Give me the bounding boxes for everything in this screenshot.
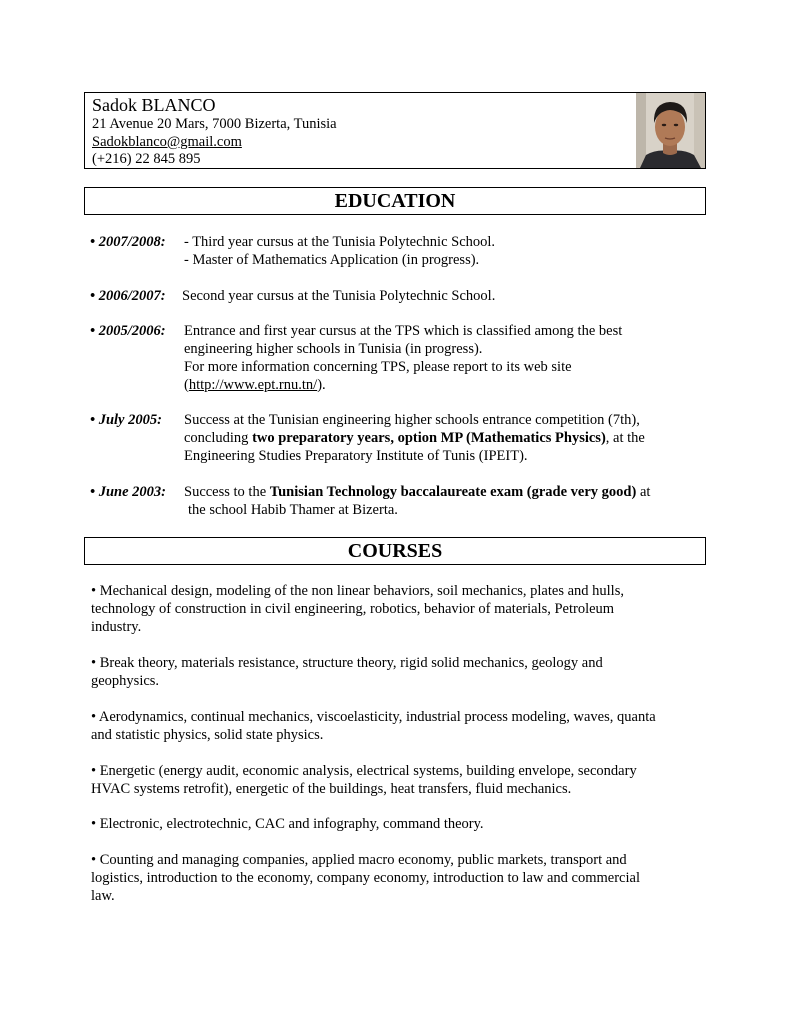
bold-fragment: Tunisian Technology baccalaureate exam (grade very good) bbox=[269, 484, 637, 500]
contact-header bbox=[84, 92, 706, 169]
text-fragment: , at the bbox=[605, 430, 645, 446]
address: 21 Avenue 20 Mars, 7000 Bizerta, Tunisia bbox=[92, 116, 337, 132]
text-fragment: at bbox=[636, 484, 651, 500]
education-text: Engineering Studies Preparatory Institute of Tunis (IPEIT). bbox=[184, 448, 528, 464]
education-text: - Third year cursus at the Tunisia Polytechnic School. bbox=[184, 234, 496, 250]
education-text bbox=[184, 429, 645, 447]
courses-heading: COURSES bbox=[84, 537, 706, 565]
course-item bbox=[91, 654, 703, 690]
education-text: - Master of Mathematics Application (in progress). bbox=[184, 252, 480, 268]
education-text bbox=[184, 483, 650, 501]
text-fragment: Success to the bbox=[184, 484, 270, 500]
course-text: • Energetic (energy audit, economic analysis, electrical systems, building envelope, secondary bbox=[91, 763, 637, 779]
paren-open: ( bbox=[184, 377, 189, 393]
course-text: industry. bbox=[91, 619, 142, 635]
phone: (+216) 22 845 895 bbox=[92, 151, 201, 167]
course-item bbox=[91, 708, 703, 744]
course-text: technology of construction in civil engineering, robotics, behavior of materials, Petroleum bbox=[91, 601, 615, 617]
course-text: logistics, introduction to the economy, company economy, introduction to law and commercial bbox=[91, 870, 640, 886]
course-text: • Break theory, materials resistance, structure theory, rigid solid mechanics, geology and bbox=[91, 655, 603, 671]
contact-info bbox=[92, 95, 337, 169]
course-text: • Electronic, electrotechnic, CAC and infography, command theory. bbox=[91, 816, 484, 832]
profile-photo bbox=[636, 93, 705, 168]
course-item bbox=[91, 582, 703, 636]
education-text bbox=[184, 376, 326, 394]
course-item bbox=[91, 815, 703, 833]
course-text: law. bbox=[91, 888, 115, 904]
course-text: geophysics. bbox=[91, 673, 160, 689]
education-date: • 2006/2007: bbox=[90, 288, 166, 304]
course-text: HVAC systems retrofit), energetic of the buildings, heat transfers, fluid mechanics. bbox=[91, 781, 572, 797]
education-date: • June 2003: bbox=[90, 484, 166, 500]
education-date: • 2005/2006: bbox=[90, 323, 166, 339]
course-text: and statistic physics, solid state physics. bbox=[91, 727, 324, 743]
education-text: Success at the Tunisian engineering higher schools entrance competition (7th), bbox=[184, 412, 640, 428]
course-text: • Counting and managing companies, applied macro economy, public markets, transport and bbox=[91, 852, 627, 868]
paren-close: ). bbox=[317, 377, 326, 393]
website-link[interactable]: http://www.ept.rnu.tn/ bbox=[188, 377, 318, 393]
education-heading: EDUCATION bbox=[84, 187, 706, 215]
bold-fragment: two preparatory years, option MP (Mathematics Physics) bbox=[252, 430, 606, 446]
course-item bbox=[91, 851, 703, 905]
education-text: Second year cursus at the Tunisia Polytechnic School. bbox=[182, 288, 496, 304]
education-date: • 2007/2008: bbox=[90, 234, 166, 250]
education-text: Entrance and first year cursus at the TPS which is classified among the best bbox=[184, 323, 623, 339]
education-text: For more information concerning TPS, please report to its web site bbox=[184, 359, 572, 375]
education-text: engineering higher schools in Tunisia (in progress). bbox=[184, 341, 483, 357]
course-item bbox=[91, 762, 703, 798]
course-text: • Mechanical design, modeling of the non linear behaviors, soil mechanics, plates and hulls, bbox=[91, 583, 624, 599]
education-text: the school Habib Thamer at Bizerta. bbox=[188, 502, 398, 518]
email-link[interactable]: Sadokblanco@gmail.com bbox=[92, 133, 242, 150]
course-text: • Aerodynamics, continual mechanics, viscoelasticity, industrial process modeling, waves, quanta bbox=[91, 709, 656, 725]
text-fragment: concluding bbox=[184, 430, 253, 446]
education-date: • July 2005: bbox=[90, 412, 162, 428]
candidate-name: Sadok BLANCO bbox=[92, 95, 216, 115]
